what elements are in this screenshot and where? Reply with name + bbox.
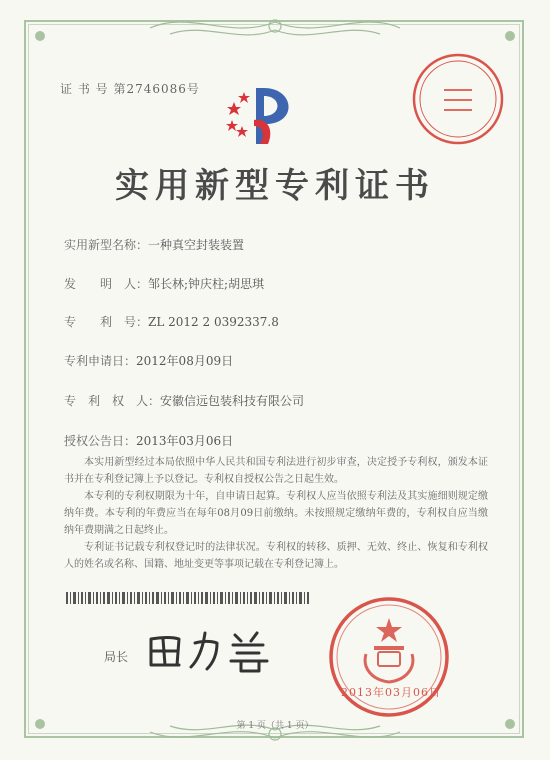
patent-number: 专 利 号：ZL 2012 2 0392337.8 bbox=[64, 315, 279, 329]
page-number: 第 1 页（共 1 页） bbox=[236, 721, 314, 731]
director-signature-icon bbox=[145, 625, 275, 675]
seal-date: 2013年03月06日 bbox=[341, 686, 441, 699]
national-ip-office-seal-icon bbox=[326, 594, 452, 720]
paragraph-grant: 本实用新型经过本局依照中华人民共和国专利法进行初步审查，决定授予专利权，颁发本证书并在专利登记簿上予以登记。专利权自授权公告之日起生效。 bbox=[64, 457, 488, 485]
patent-office-logo-icon bbox=[224, 80, 304, 152]
director-label: 局长 bbox=[104, 650, 129, 664]
grant-announcement-date: 授权公告日：2013年03月06日 bbox=[64, 434, 234, 448]
tax-stamp-icon bbox=[409, 50, 507, 148]
inventors: 发 明 人：邹长林;钟庆柱;胡思琪 bbox=[64, 277, 265, 291]
paragraph-legal-status: 专利证书记载专利权登记时的法律状况。专利权的转移、质押、无效、终止、恢复和专利权人的姓名或名称、国籍、地址变更等事项记载在专利登记簿上。 bbox=[64, 542, 488, 570]
patentee: 专 利 权 人：安徽信远包装科技有限公司 bbox=[64, 394, 305, 408]
certificate-body bbox=[64, 454, 488, 573]
application-date: 专利申请日：2012年08月09日 bbox=[64, 354, 234, 368]
utility-model-name: 实用新型名称：一种真空封装装置 bbox=[64, 238, 245, 252]
certificate-title: 实用新型专利证书 bbox=[115, 166, 435, 206]
barcode-icon bbox=[66, 592, 311, 604]
certificate-number: 证 书 号 第2746086号 bbox=[60, 82, 200, 96]
paragraph-term: 本专利的专利权期限为十年，自申请日起算。专利权人应当依照专利法及其实施细则规定缴纳年费。本专利的年费应当在每年08月09日前缴纳。未按照规定缴纳年费的，专利权自应当缴纳年费期满之日起终止。 bbox=[64, 491, 488, 536]
